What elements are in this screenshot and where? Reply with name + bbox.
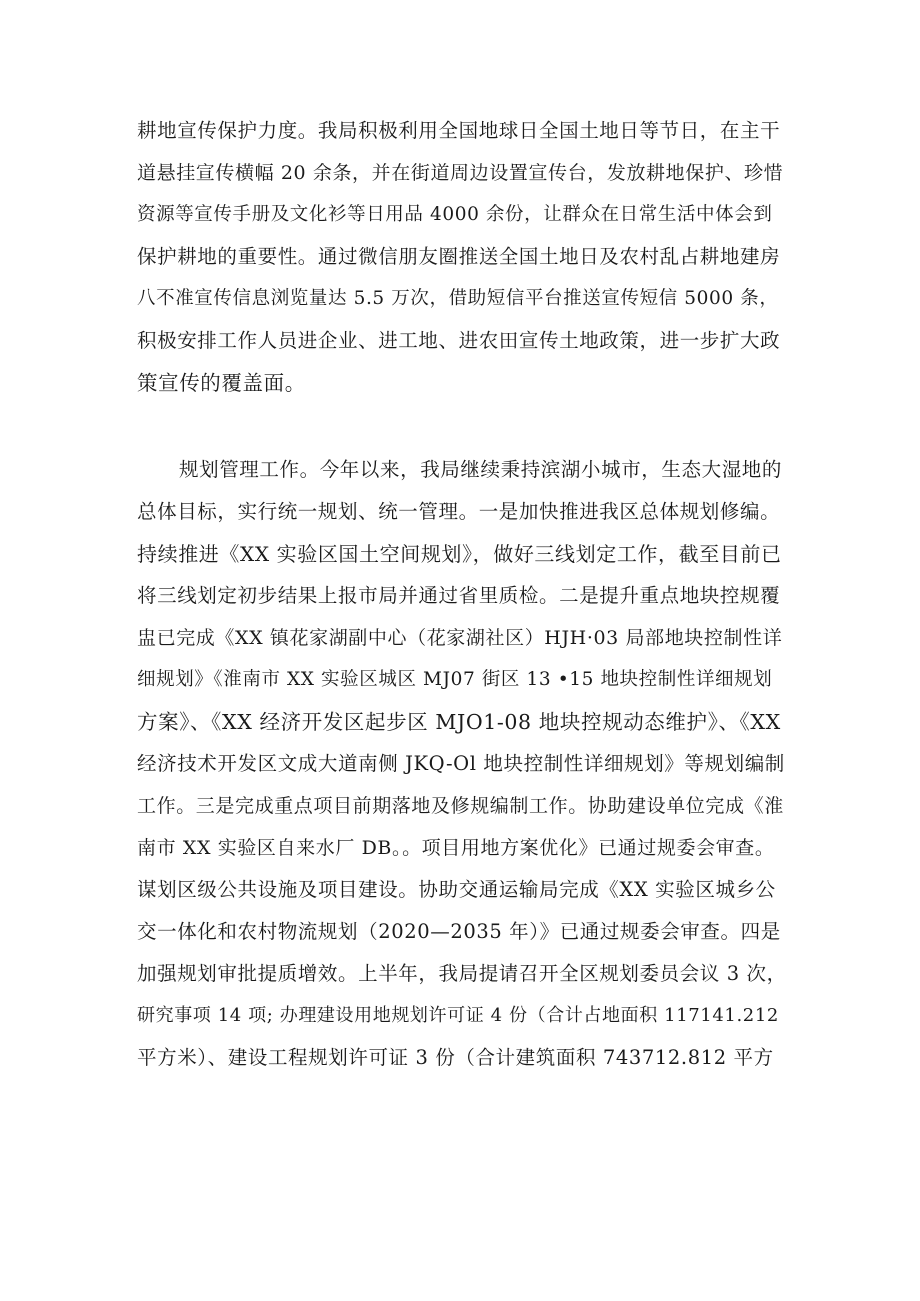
text-line: 方案》、《XX 经济开发区起步区 MJO1-08 地块控规动态维护》、《XX: [137, 710, 781, 734]
text-line: 细规划》《淮南市 XX 实验区城区 MJ07 街区 13 •15 地块控制性详细规划: [137, 669, 773, 690]
paragraph-farmland-publicity: [137, 110, 787, 404]
text-line: 交一体化和农村物流规划（2020—2035 年）》已通过规委会审查。四是: [137, 920, 781, 943]
text-line: 持续推进《XX 实验区国土空间规划》，做好三线划定工作，截至目前已: [137, 542, 782, 566]
text-line: 八不准宣传信息浏览量达 5.5 万次，借助短信平台推送宣传短信 5000 条，: [137, 288, 779, 309]
text-line: 总体目标，实行统一规划、统一管理。一是加快推进我区总体规划修编。: [137, 500, 781, 523]
text-line: 规划管理工作。今年以来，我局继续秉持滨湖小城市，生态大湿地的: [179, 458, 783, 481]
text-line: 将三线划定初步结果上报市局并通过省里质检。二是提升重点地块控规覆: [137, 584, 781, 607]
paragraph-planning-management: [137, 449, 787, 1079]
text-line: 资源等宣传手册及文化衫等日用品 4000 余份，让群众在日常生活中体会到: [137, 204, 773, 225]
text-line: 加强规划审批提质增效。上半年，我局提请召开全区规划委员会议 3 次，: [137, 962, 787, 985]
text-line: 策宣传的覆盖面。: [137, 371, 306, 395]
text-line: 保护耕地的重要性。通过微信朋友圈推送全国土地日及农村乱占耕地建房: [137, 245, 781, 268]
text-line: 研究事项 14 项; 办理建设用地规划许可证 4 份（合计占地面积 117141.212: [137, 1005, 779, 1026]
text-line: 南市 XX 实验区自来水厂 DB。。项目用地方案优化》已通过规委会审查。: [137, 837, 775, 859]
text-line: 工作。三是完成重点项目前期落地及修规编制工作。协助建设单位完成《淮: [137, 795, 784, 817]
text-line: 道悬挂宣传横幅 20 余条，并在街道周边设置宣传台，发放耕地保护、珍惜: [137, 162, 784, 184]
text-line: 谋划区级公共设施及项目建设。协助交通运输局完成《XX 实验区城乡公: [137, 878, 776, 901]
text-line: 经济技术开发区文成大道南侧 JKQ-Ol 地块控制性详细规划》等规划编制: [137, 752, 785, 775]
text-line: 积极安排工作人员进企业、进工地、进农田宣传土地政策，进一步扩大政: [137, 329, 781, 352]
text-line: 平方米）、建设工程规划许可证 3 份（合计建筑面积 743712.812 平方: [137, 1046, 774, 1069]
text-line: 耕地宣传保护力度。我局积极利用全国地球日全国土地日等节日，在主干: [137, 119, 781, 142]
text-line: 盅已完成《XX 镇花家湖副中心（花家湖社区）HJH·03 局部地块控制性详: [137, 627, 783, 649]
